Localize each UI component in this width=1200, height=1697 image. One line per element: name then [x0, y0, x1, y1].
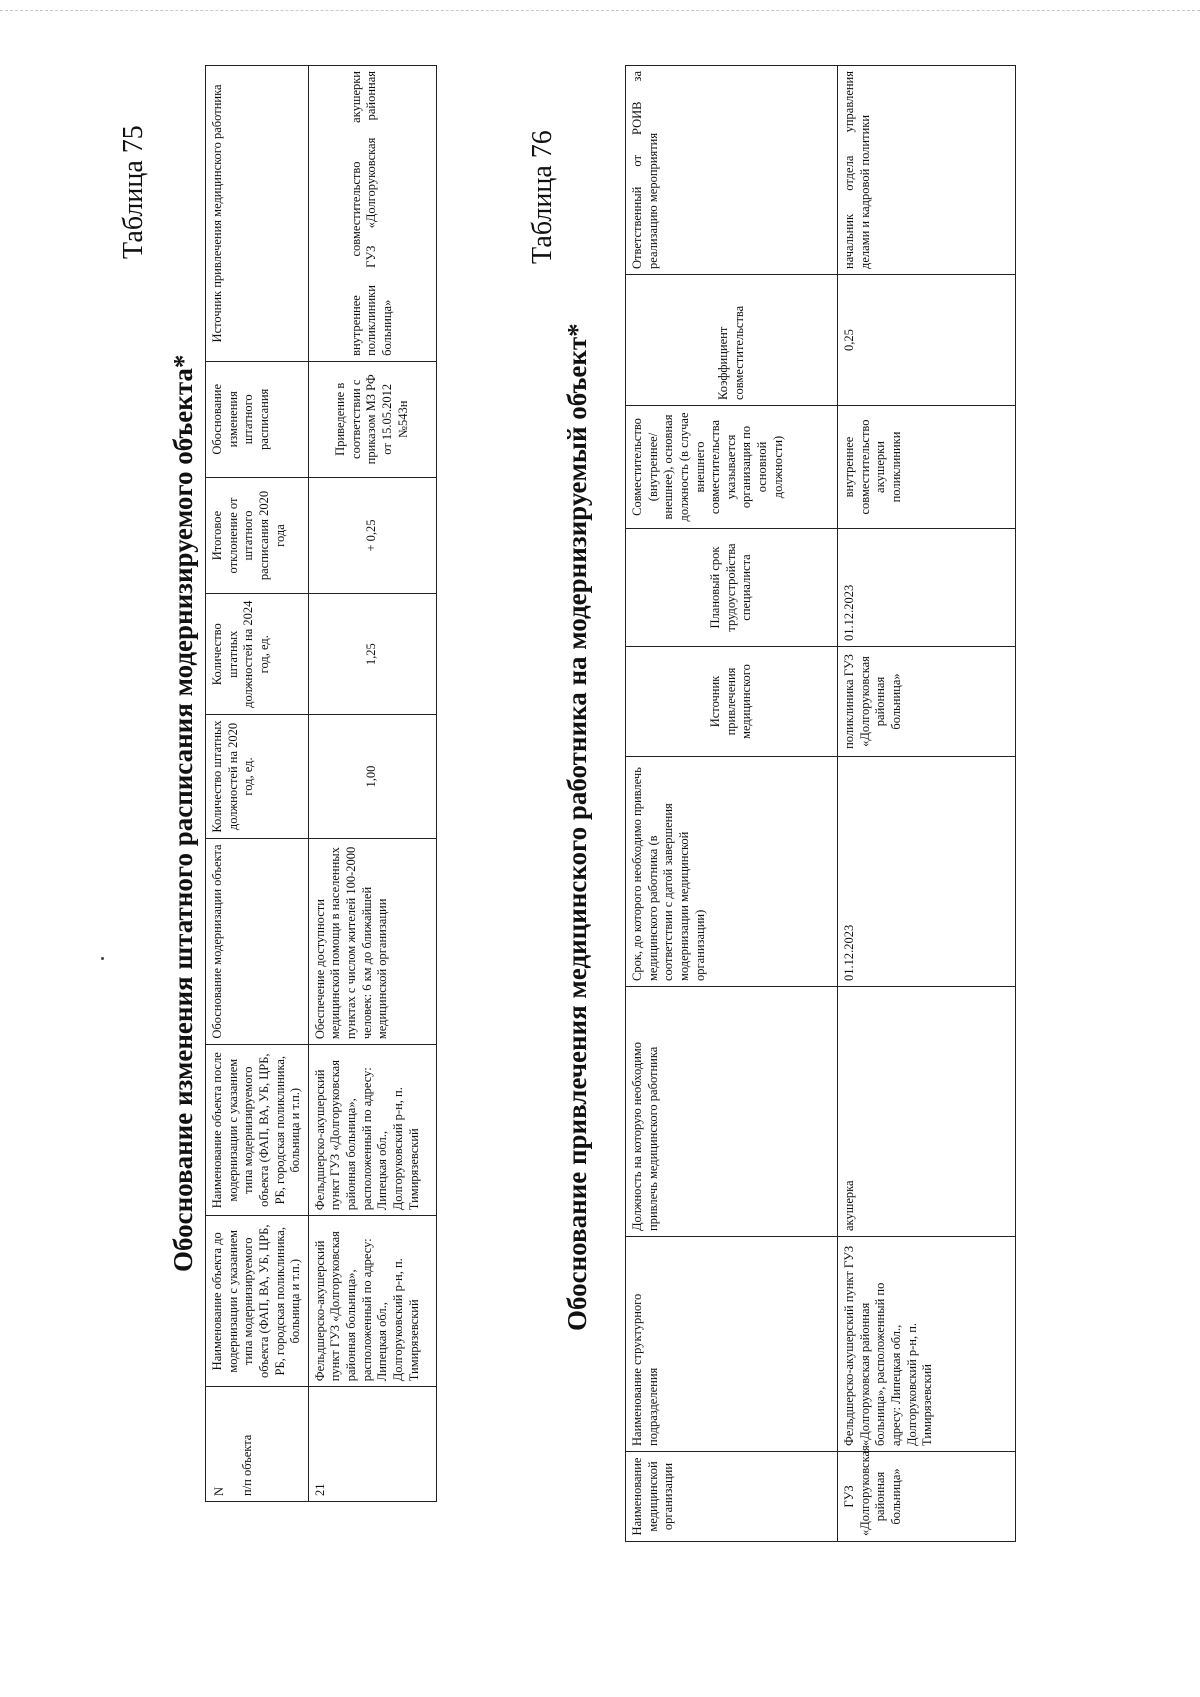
table75-title: Обоснование изменения штатного расписания модернизируемого объекта* [168, 354, 198, 1272]
t75-h-after: Наименование объекта после модернизации с указанием типа модернизируемого объекта (ФАП, ВА, УБ, ЦРБ, РБ, городская поликлиника, больница и т.п.) [206, 1045, 309, 1216]
t76-coef: 0,25 [838, 275, 1016, 406]
t75-h-2020: Количество штатных должностей на 2020 год, ед. [206, 715, 309, 839]
t75-2024: 1,25 [308, 594, 436, 715]
t76-h-deadline: Срок, до которого необходимо привлечь медицинского работника (в соответствии с датой завершения модернизации медицинской организации) [626, 757, 838, 987]
t76-combo: внутреннее совместительство акушерки поликлиники [838, 406, 1016, 529]
table-row [838, 66, 1016, 1542]
t76-h-org: Наименование медицинской организации [626, 1452, 838, 1542]
table-row [308, 66, 436, 1502]
t76-deadline: 01.12.2023 [838, 757, 1016, 987]
t76-h-combo: Совместительство (внутреннее/внешнее), основная должность (в случае внешнего совместительства указывается организация по основной должности) [626, 406, 838, 529]
t75-justify: Приведение в соответствии с приказом МЗ РФ от 15.05.2012 №543н [308, 361, 436, 477]
t76-org: ГУЗ «Долгоруковская районная больница» [838, 1452, 1016, 1542]
t75-h-source: Источник привлечения медицинского работника [206, 66, 309, 362]
t75-source: внутреннее совместительство акушерки поликлиники ГУЗ «Долгоруковская районная больница» [308, 66, 436, 362]
t75-h-num: N п/п объекта [206, 1387, 309, 1502]
table75-header-row [206, 66, 309, 1502]
t75-num: 21 [308, 1387, 436, 1502]
t76-position: акушерка [838, 987, 1016, 1237]
t75-2020: 1,00 [308, 715, 436, 839]
table76-header-row [626, 66, 838, 1542]
table76-label: Таблица 76 [527, 130, 558, 264]
t76-source: поликлиника ГУЗ «Долгоруковская районная больница» [838, 647, 1016, 757]
t76-h-resp: Ответственный от РОИВ за реализацию мероприятия [626, 66, 838, 275]
t75-h-justify: Обоснование изменения штатного расписания [206, 361, 309, 477]
t75-before: Фельдшерско-акушерский пункт ГУЗ «Долгоруковская районная больница», расположенный по адресу: Липецкая обл., Долгоруковский р-н, п. Тимирязевский [308, 1216, 436, 1387]
t75-after: Фельдшерско-акушерский пункт ГУЗ «Долгоруковская районная больница», расположенный по адресу: Липецкая обл., Долгоруковский р-н, п. Тимирязевский [308, 1045, 436, 1216]
table75-label: Таблица 75 [118, 125, 149, 259]
t75-h-deviation: Итоговое отклонение от штатного расписания 2020 года [206, 477, 309, 594]
table76 [625, 65, 1016, 1542]
t75-h-2024: Количество штатных должностей на 2024 год, ед. [206, 594, 309, 715]
table76-title: Обоснование привлечения медицинского работника на модернизируемый объект* [562, 323, 592, 1331]
t76-h-plan: Плановый срок трудоустройства специалиста [626, 529, 838, 647]
table75 [205, 65, 437, 1502]
t76-plan: 01.12.2023 [838, 529, 1016, 647]
t75-reason: Обеспечение доступности медицинской помощи в населенных пунктах с числом жителей 100-2000 человек: 6 км до ближайшей медицинской организации [308, 838, 436, 1044]
t76-h-source: Источник привлечения медицинского [626, 647, 838, 757]
t76-unit: Фельдшерско-акушерский пункт ГУЗ «Долгоруковская районная больница», расположенный по адресу: Липецкая обл., Долгоруковский р-н, п. Тимирязевский [838, 1237, 1016, 1452]
t76-h-position: Должность на которую необходимо привлечь медицинского работника [626, 987, 838, 1237]
t75-h-before: Наименование объекта до модернизации с указанием типа модернизируемого объекта (ФАП, ВА, УБ, ЦРБ, РБ, городская поликлиника, больница и т.п.) [206, 1216, 309, 1387]
t75-deviation: + 0,25 [308, 477, 436, 594]
t75-h-reason: Обоснование модернизации объекта [206, 838, 309, 1044]
t76-h-coef: Коэффициент совместительства [626, 275, 838, 406]
t76-h-unit: Наименование структурного подразделения [626, 1237, 838, 1452]
t76-resp: начальник отдела управления делами и кадровой политики [838, 66, 1016, 275]
